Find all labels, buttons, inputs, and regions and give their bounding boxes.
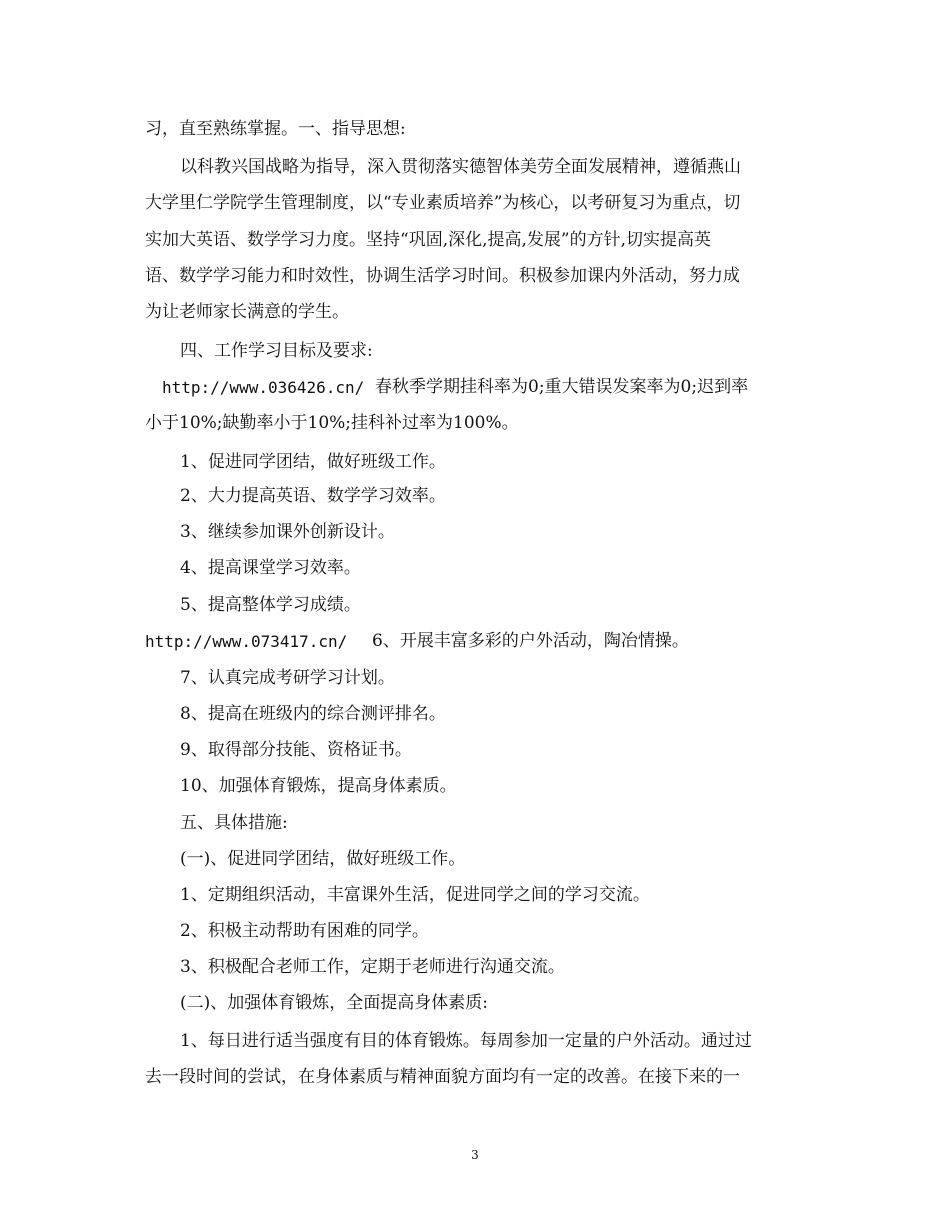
section-heading-5: 五、具体措施:: [180, 813, 288, 833]
paragraph-line-4: 实加大英语、数学学习力度。坚持“巩固,深化,提高,发展”的方针,切实提高英: [145, 230, 711, 250]
page-number: 3: [471, 1148, 479, 1162]
measure-item-3: 3、积极配合老师工作，定期于老师进行沟通交流。: [180, 957, 565, 977]
subsection-heading-2: (二)、加强体育锻炼，全面提高身体素质:: [180, 993, 488, 1013]
measure-item-1: 1、定期组织活动，丰富课外生活，促进同学之间的学习交流。: [180, 885, 650, 905]
measure-item-2: 2、积极主动帮助有困难的同学。: [180, 921, 429, 941]
paragraph-line-1: 习，直至熟练掌握。一、指导思想:: [145, 119, 406, 139]
paragraph-line-2: 以科教兴国战略为指导，深入贯彻落实德智体美劳全面发展精神，遵循燕山: [180, 157, 741, 177]
paragraph-line-6: 为让老师家长满意的学生。: [145, 302, 349, 322]
goal-item-8: 8、提高在班级内的综合测评排名。: [180, 704, 446, 724]
url-link-1[interactable]: http://www.036426.cn/: [162, 378, 365, 397]
paragraph-line-3: 大学里仁学院学生管理制度，以“专业素质培养”为核心，以考研复习为重点，切: [145, 193, 741, 213]
goal-item-6: 6、开展丰富多彩的户外活动，陶冶情操。: [372, 631, 689, 651]
paragraph-line-7: 春秋季学期挂科率为0;重大错误发案率为0;迟到率: [375, 377, 749, 397]
goal-item-3: 3、继续参加课外创新设计。: [180, 522, 395, 542]
section-heading-4: 四、工作学习目标及要求:: [180, 341, 373, 361]
paragraph-line-8: 小于10%;缺勤率小于10%;挂科补过率为100%。: [145, 413, 519, 433]
url-link-2[interactable]: http://www.073417.cn/: [145, 632, 348, 651]
goal-item-4: 4、提高课堂学习效率。: [180, 558, 361, 578]
goal-item-5: 5、提高整体学习成绩。: [180, 595, 361, 615]
goal-item-2: 2、大力提高英语、数学学习效率。: [180, 486, 446, 506]
goal-item-7: 7、认真完成考研学习计划。: [180, 668, 395, 688]
goal-item-9: 9、取得部分技能、资格证书。: [180, 740, 412, 760]
measure-paragraph-line-2: 去一段时间的尝试，在身体素质与精神面貌方面均有一定的改善。在接下来的一: [145, 1067, 740, 1087]
goal-item-1: 1、促进同学团结，做好班级工作。: [180, 452, 446, 472]
measure-paragraph-line-1: 1、每日进行适当强度有目的体育锻炼。每周参加一定量的户外活动。通过过: [180, 1031, 752, 1051]
goal-item-10: 10、加强体育锻炼，提高身体素质。: [180, 776, 457, 796]
paragraph-line-5: 语、数学学习能力和时效性，协调生活学习时间。积极参加课内外活动，努力成: [145, 266, 740, 286]
subsection-heading-1: (一)、促进同学团结，做好班级工作。: [180, 849, 466, 869]
